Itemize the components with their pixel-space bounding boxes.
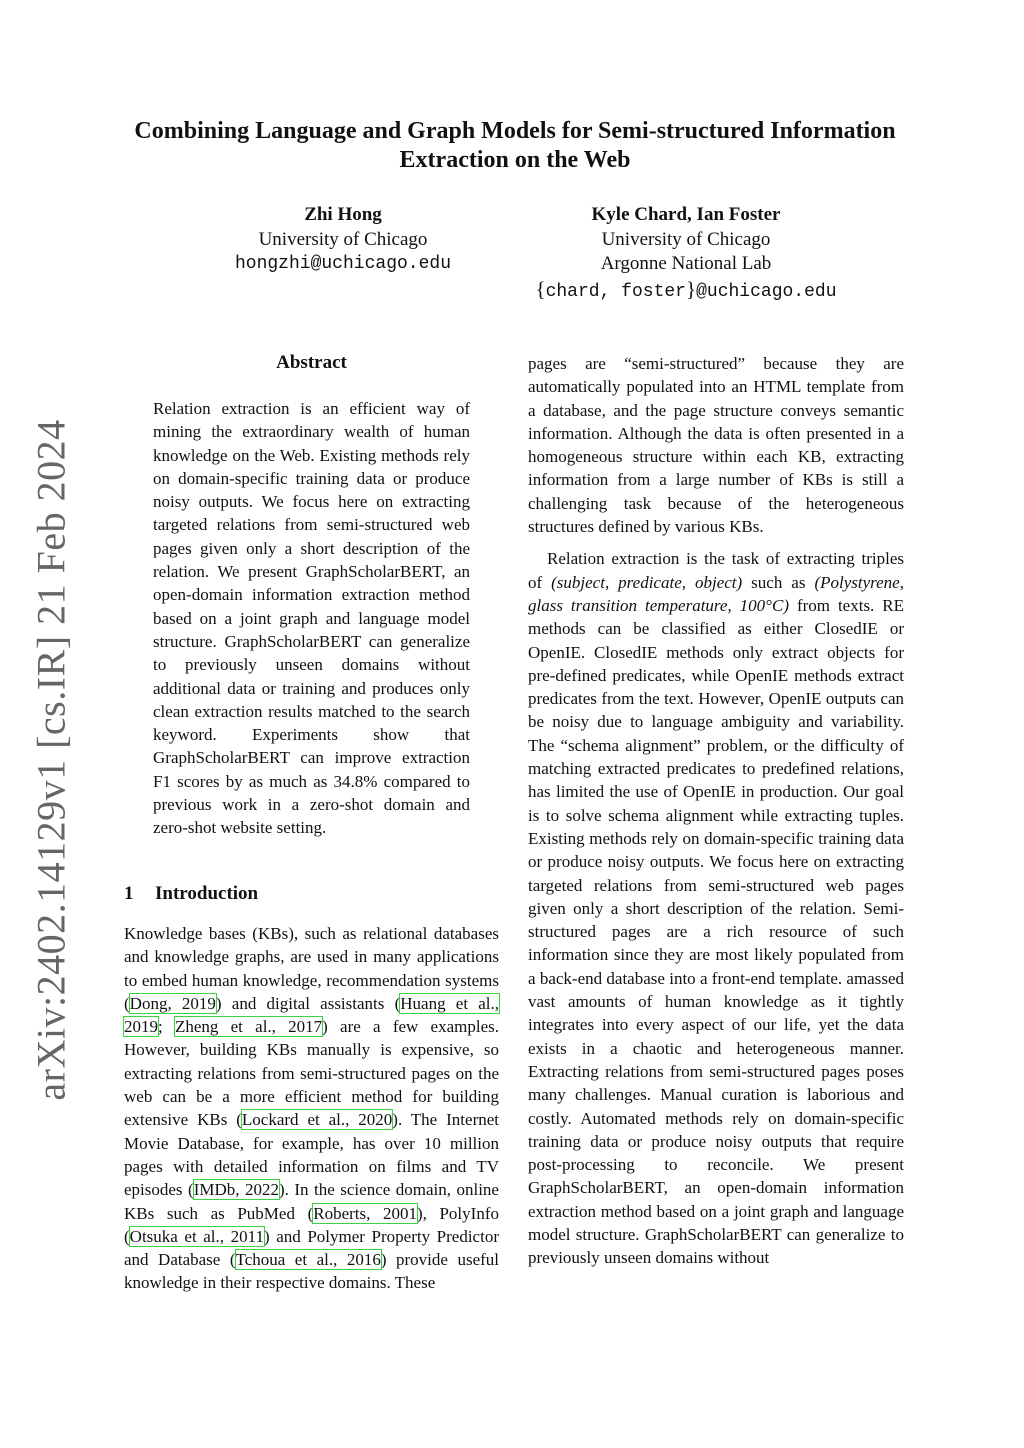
temperature-value: 100°C <box>739 595 784 615</box>
text-run: Knowledge bases (KBs), such as relational databases and knowledge graphs, are used in many applications to embed human knowledge, recommendation systems ( <box>124 924 499 1013</box>
italic-text: (subject, predicate, object) <box>551 572 743 592</box>
text-run: ) and digital assistants ( <box>215 993 401 1013</box>
text-run: ), PolyInfo ( <box>124 1203 499 1246</box>
email-domain: @uchicago.edu <box>696 281 837 302</box>
abstract-text: Relation extraction is an efficient way of mining the extraordinary wealth of human knowledge on the Web. Existing methods rely on domain-specific training data or produce noisy outputs. We focus here on extracting targeted relations from semi-structured web pages given only a short description of the relation. We present GraphScholarBERT, an open-domain information extraction method based on a joint graph and language model structure. GraphScholarBERT can generalize to previously unseen domains without additional data or training and produces only clean extraction results matched to the search keyword. Experiments show that GraphScholarBERT can improve extraction F1 scores by as much as 34.8% compared to previous work in a zero-shot domain and zero-shot website setting. <box>153 399 470 838</box>
citation-link[interactable]: Roberts, 2001 <box>313 1203 417 1223</box>
email-brace-close: } <box>686 276 697 301</box>
author-affiliation: University of Chicago <box>601 228 771 250</box>
citation-link[interactable]: IMDb, 2022 <box>193 1180 279 1200</box>
author-affiliation: Argonne National Lab <box>600 253 772 274</box>
text-run: ). The Internet Movie Database, for example, has over 10 million pages with detailed information on films and TV episodes ( <box>124 1110 499 1200</box>
email-names: chard, foster <box>545 281 686 302</box>
paragraph <box>528 547 904 1269</box>
text-run: such as <box>742 572 815 592</box>
author-block-1 <box>200 203 486 277</box>
paper-title: Combining Language and Graph Models for Semi-structured Information Extraction on the Web <box>134 118 896 173</box>
citation-link[interactable]: Dong, 2019 <box>129 993 216 1013</box>
author-block-2 <box>490 203 882 304</box>
section-title: Introduction <box>155 883 259 904</box>
text-run: ) provide useful knowledge in their respective domains. These <box>124 1250 500 1293</box>
author-affiliation: University of Chicago <box>258 228 428 250</box>
text-run: from texts. RE methods can be classified as either ClosedIE or OpenIE. ClosedIE methods only extract objects for pre-defined predicates, while OpenIE methods extract predicates from the text. However, OpenIE outputs can be noisy due to language ambiguity and variability. The “schema alignment” problem, or the difficulty of matching extracted predicates to predefined relations, has limited the use of OpenIE in production. Our goal is to solve schema alignment while extracting tuples. Existing methods rely on domain-specific training data or produce noisy outputs. We focus here on extracting targeted relations from semi-structured web pages given only a short description of the relation. Semi-structured pages are a rich resource of such information since they are most likely populated from a back-end database into a front-end template. amassed vast amounts of human knowledge as it tightly integrates into every aspect of our life, yet the data exists in a chaotic and heterogeneous manner. Extracting relations from semi-structured pages poses many challenges. Manual curation is laborious and costly. Automated methods rely on domain-specific training data or produce noisy outputs that require post-processing to reconcile. We present GraphScholarBERT, an open-domain information extraction method based on a joint graph and language model structure. GraphScholarBERT can generalize to previously unseen domains without <box>528 595 904 1268</box>
arxiv-stamp <box>20 419 82 1101</box>
italic-text: ) <box>783 595 789 615</box>
right-column <box>528 352 904 1270</box>
author-name: Zhi Hong <box>304 204 382 225</box>
email-brace-open: { <box>535 276 546 301</box>
text-run: Relation extraction is the task of extracting triples of <box>528 549 904 592</box>
introduction-paragraph <box>124 922 499 1295</box>
author-name: Kyle Chard, Ian Foster <box>591 204 781 225</box>
citation-link[interactable]: Tchoua et al., 2016 <box>235 1250 381 1270</box>
italic-text: (Polystyrene, glass transition temperature, <box>528 572 904 615</box>
citation-link[interactable]: Zheng et al., 2017 <box>174 1017 323 1037</box>
author-email[interactable] <box>490 277 882 305</box>
citation-link[interactable]: Lockard et al., 2020 <box>241 1110 393 1130</box>
text-run: ) are a few examples. However, building KBs manually is expensive, so extracting relations from semi-structured pages on the web can be a more efficient method for building extensive KBs ( <box>124 1017 499 1130</box>
section-number: 1 <box>124 883 134 904</box>
text-run: ). In the science domain, online KBs such as PubMed ( <box>124 1180 499 1223</box>
author-email[interactable]: hongzhi@uchicago.edu <box>234 254 452 274</box>
section-heading-introduction <box>124 883 258 905</box>
abstract-heading: Abstract <box>276 352 347 373</box>
paragraph: pages are “semi-structured” because they are automatically populated into an HTML template from a database, and the page structure conveys semantic information. Although the data is often presented in a homogeneous structure within each KB, extracting information from a large number of KBs is still a challenging task because of the heterogeneous structures defined by various KBs. <box>528 354 904 537</box>
citation-link[interactable]: Huang et al., 2019 <box>124 993 500 1037</box>
text-run: ) and Polymer Property Predictor and Database ( <box>124 1226 499 1270</box>
citation-link[interactable]: Otsuka et al., 2011 <box>129 1226 264 1246</box>
arxiv-id: arXiv:2402.14129v1 [cs.IR] 21 Feb 2024 <box>28 419 74 1101</box>
text-run: ; <box>158 1017 175 1037</box>
